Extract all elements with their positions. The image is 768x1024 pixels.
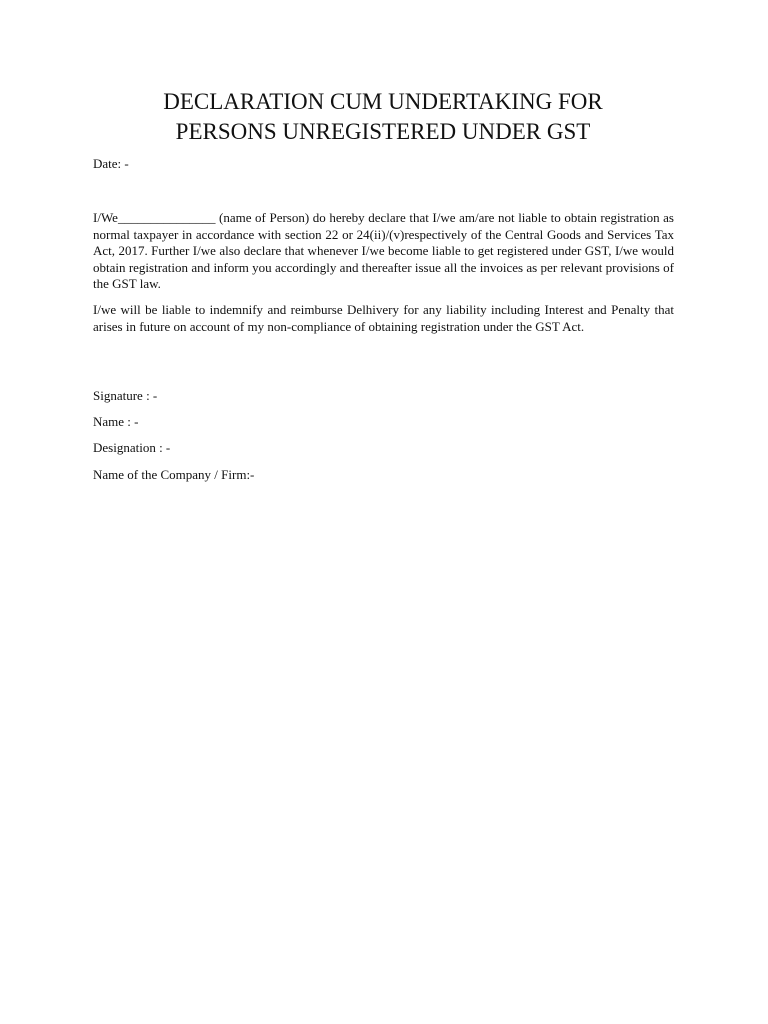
- signature-field: Signature : -: [93, 388, 158, 403]
- indemnity-paragraph: I/we will be liable to indemnify and reimburse Delhivery for any liability including Interest and Penalty that arises in future on account of my non-compliance of obtaining registration under the GST Act.: [93, 302, 674, 334]
- title-line-1: DECLARATION CUM UNDERTAKING FOR: [163, 89, 603, 114]
- date-field: Date: -: [93, 156, 129, 171]
- title-line-2: PERSONS UNREGISTERED UNDER GST: [175, 119, 591, 144]
- declaration-paragraph: I/We_______________ (name of Person) do hereby declare that I/we am/are not liable to obtain registration as normal taxpayer in accordance with section 22 or 24(ii)/(v)respectively of the Central Goods and Services Tax Act, 2017. Further I/we also declare that whenever I/we become liable to get registered under GST, I/we would obtain registration and inform you accordingly and thereafter issue all the invoices as per relevant provisions of the GST law.: [93, 210, 674, 291]
- document-title: [92, 87, 674, 147]
- designation-field: Designation : -: [93, 440, 171, 455]
- company-field: Name of the Company / Firm:-: [93, 467, 255, 482]
- name-field: Name : -: [93, 414, 139, 429]
